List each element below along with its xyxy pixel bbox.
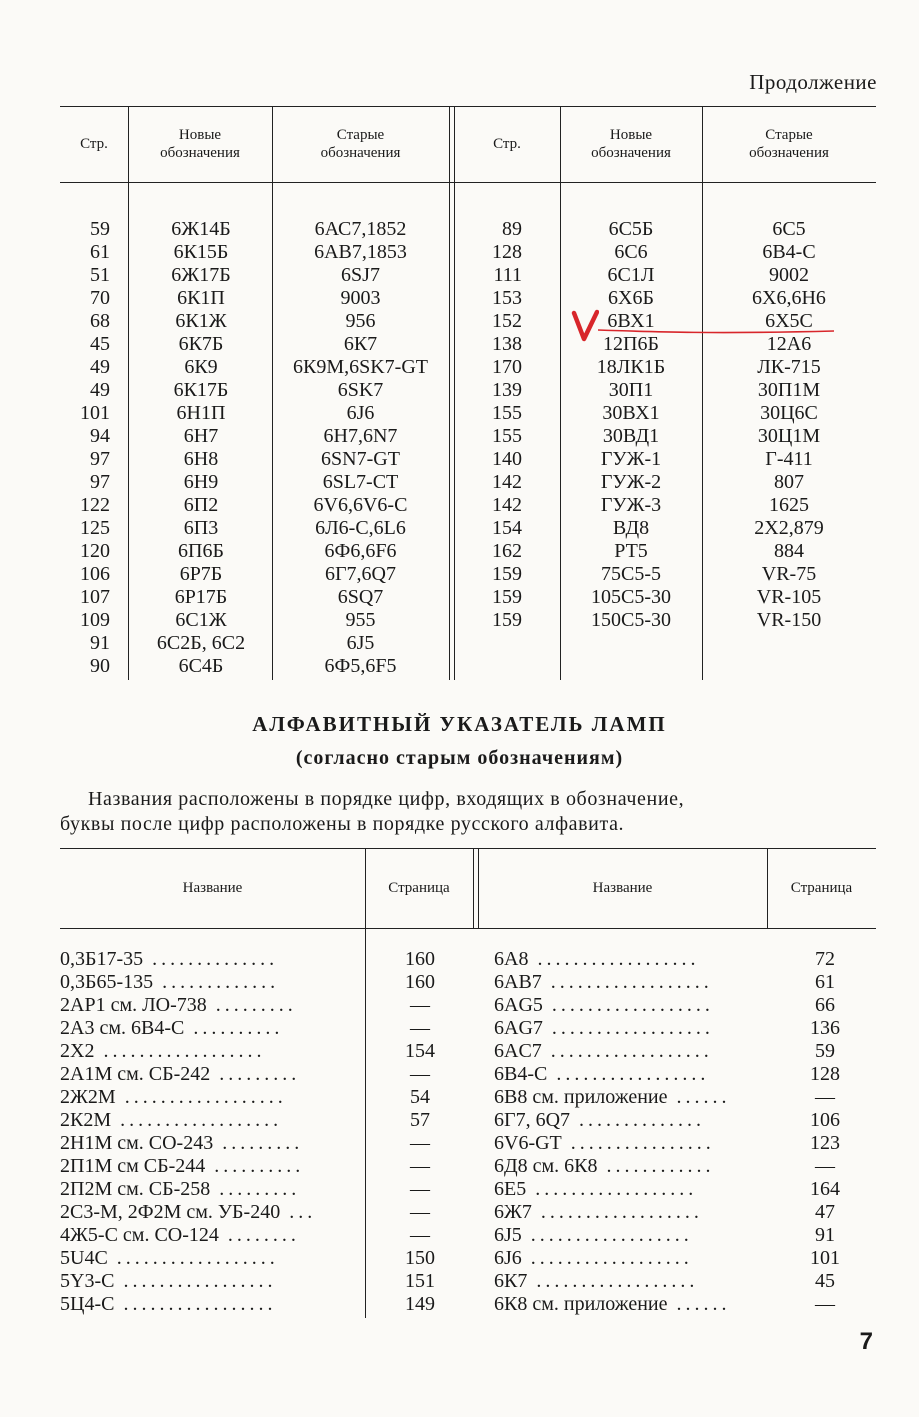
leader-dots: ...: [280, 1201, 317, 1223]
table-cell: 106: [810, 1109, 840, 1131]
table-cell: 6С6: [614, 241, 648, 263]
table-cell: 140: [492, 448, 522, 470]
table-cell: 150: [405, 1247, 435, 1269]
leader-dots: ..................: [526, 1178, 698, 1200]
table-cell: 61: [815, 971, 835, 993]
table-cell: 6Ж7 ..................: [494, 1201, 703, 1223]
table-cell: РТ5: [614, 540, 648, 562]
leader-dots: ..................: [541, 971, 713, 993]
table-cell: 0,3Б65-135 .............: [60, 971, 280, 993]
table-cell: 6Н9: [183, 471, 219, 493]
table-cell: 91: [90, 632, 110, 654]
table-cell: —: [815, 1086, 835, 1108]
table-cell: 956: [345, 310, 376, 332]
leader-dots: ..................: [115, 1086, 287, 1108]
leader-dots: ..............: [143, 948, 279, 970]
table-cell: —: [815, 1155, 835, 1177]
left-name-column: [60, 948, 360, 1316]
table-cell: 94: [90, 425, 110, 447]
table-cell: 6К1П: [177, 287, 225, 309]
table-cell: —: [410, 1063, 430, 1085]
table-cell: 884: [774, 540, 804, 562]
table-cell: 6Ф5,6F5: [324, 655, 397, 677]
table-cell: 6SK7: [337, 379, 384, 401]
table-cell: 75С5-5: [601, 563, 661, 585]
table-cell: 6В4-С: [762, 241, 816, 263]
section-subheading: (согласно старым обозначениям): [295, 747, 624, 769]
leader-dots: .................: [114, 1270, 277, 1292]
leader-dots: ..................: [527, 1270, 699, 1292]
table-cell: 2Ж2М ..................: [60, 1086, 287, 1108]
table-cell: 150С5-30: [591, 609, 671, 631]
leader-dots: ................: [561, 1132, 715, 1154]
table-cell: 6Н7: [183, 425, 219, 447]
leader-dots: ..................: [94, 1040, 266, 1062]
leader-dots: ......: [667, 1293, 731, 1315]
table-cell: 6Л6-С,6L6: [315, 517, 406, 539]
table-cell: 142: [492, 494, 522, 516]
table-cell: 6J6 ..................: [494, 1247, 693, 1269]
table-cell: 2А3 см. 6В4-С ..........: [60, 1017, 284, 1039]
table-cell: 151: [405, 1270, 435, 1292]
table-cell: 6AG7 ..................: [494, 1017, 714, 1039]
leader-dots: ........: [218, 1224, 300, 1246]
table-cell: 9002: [769, 264, 809, 286]
table-cell: 111: [493, 264, 522, 286]
leader-dots: .................: [547, 1063, 710, 1085]
table-cell: 6К8 см. приложение ......: [494, 1293, 731, 1315]
table-cell: 6АС7,1852: [314, 218, 407, 240]
leader-dots: ..................: [542, 994, 714, 1016]
right-page-column: [454, 218, 522, 632]
table-cell: 2П1М см СБ-244 ..........: [60, 1155, 305, 1177]
table-cell: 6V6,6V6-C: [313, 494, 408, 516]
table-cell: 6Р17Б: [174, 586, 228, 608]
table-cell: 6Н1П: [176, 402, 226, 424]
leader-dots: ..................: [521, 1247, 693, 1269]
table-cell: 139: [492, 379, 522, 401]
table-cell: 153: [492, 287, 522, 309]
table-cell: 54: [410, 1086, 430, 1108]
table-cell: 6К9М,6SK7-GT: [292, 356, 428, 378]
right-new-column: [560, 218, 702, 632]
table-cell: 149: [405, 1293, 435, 1315]
continuation-label: Продолжение: [749, 70, 877, 94]
table-cell: 164: [810, 1178, 840, 1200]
table-cell: 89: [502, 218, 522, 240]
table-cell: 30ВД1: [602, 425, 660, 447]
table-cell: ГУЖ-3: [600, 494, 662, 516]
table-cell: 6V6-GT ................: [494, 1132, 715, 1154]
table-cell: 45: [90, 333, 110, 355]
table-cell: 152: [492, 310, 522, 332]
table-cell: 6П6Б: [178, 540, 224, 562]
table-cell: 6SQ7: [337, 586, 384, 608]
table-cell: —: [410, 1201, 430, 1223]
table-cell: 6АВ7,1853: [314, 241, 407, 263]
table-cell: 0,3Б17-35 ..............: [60, 948, 279, 970]
table-cell: —: [410, 1155, 430, 1177]
header-old: Старые обозначения: [320, 127, 401, 161]
header-new-right: Новые обозначения: [591, 127, 671, 161]
table-cell: 59: [90, 218, 110, 240]
table-cell: 6Г7, 6Q7 ..............: [494, 1109, 706, 1131]
table-cell: 162: [492, 540, 522, 562]
table-cell: 2Х2,879: [754, 517, 824, 539]
table-cell: 12А6: [766, 333, 812, 355]
table-cell: 66: [815, 994, 835, 1016]
leader-dots: ..................: [111, 1109, 283, 1131]
table-cell: 2АР1 см. ЛО-738 .........: [60, 994, 297, 1016]
table-cell: ГУЖ-2: [600, 471, 662, 493]
table-cell: 6А8 ..................: [494, 948, 700, 970]
table-cell: —: [410, 1178, 430, 1200]
table-cell: VR-150: [756, 609, 822, 631]
table-cell: 6Ф6,6F6: [324, 540, 397, 562]
table-cell: 159: [492, 609, 522, 631]
leader-dots: ..................: [528, 948, 700, 970]
left-page-column: [60, 218, 110, 678]
leader-dots: ............: [597, 1155, 715, 1177]
table-cell: 90: [90, 655, 110, 677]
table-cell: 6J5 ..................: [494, 1224, 693, 1246]
table-cell: 2П2М см. СБ-258 .........: [60, 1178, 301, 1200]
header-new: Новые обозначения: [160, 127, 240, 161]
header-page: Стр.: [80, 136, 108, 152]
leader-dots: ..................: [531, 1201, 703, 1223]
table-cell: 2Н1М см. СО-243 .........: [60, 1132, 304, 1154]
table-cell: 6С1Ж: [175, 609, 227, 631]
red-underline-icon: [596, 326, 836, 338]
table-cell: —: [410, 1017, 430, 1039]
table-cell: 6К7 ..................: [494, 1270, 699, 1292]
leader-dots: ..................: [107, 1247, 279, 1269]
red-checkmark-icon: [571, 309, 599, 343]
leader-dots: ..................: [541, 1040, 713, 1062]
table-cell: 123: [810, 1132, 840, 1154]
table-cell: 30П1М: [757, 379, 821, 401]
table-cell: 122: [80, 494, 110, 516]
table-cell: 97: [90, 448, 110, 470]
right-name-column: [494, 948, 764, 1316]
table-cell: 2Х2 ..................: [60, 1040, 266, 1062]
leader-dots: .............: [153, 971, 280, 993]
table-cell: 5U4C ..................: [60, 1247, 279, 1269]
leader-dots: .........: [206, 994, 297, 1016]
header-page-right: Стр.: [493, 136, 521, 152]
table-cell: 30Ц6С: [760, 402, 818, 424]
table-cell: 6С5Б: [608, 218, 654, 240]
intro-paragraph: Названия расположены в порядке цифр, входящих в обозначение, буквы после цифр расположены в порядке русского алфавита.: [60, 788, 685, 835]
table-cell: 128: [492, 241, 522, 263]
table-cell: 6Н7,6N7: [323, 425, 398, 447]
left-old-column: [272, 218, 449, 678]
table-cell: 105С5-30: [591, 586, 671, 608]
table-cell: 6К17Б: [173, 379, 229, 401]
table-cell: 12П6Б: [603, 333, 659, 355]
leader-dots: .........: [210, 1178, 301, 1200]
left-page-column: [380, 948, 460, 1316]
table-cell: 45: [815, 1270, 835, 1292]
header-page: Страница: [388, 879, 450, 896]
table-cell: 70: [90, 287, 110, 309]
table-cell: 6Х5С: [765, 310, 813, 332]
table-cell: 5Ц4-С .................: [60, 1293, 277, 1315]
table-cell: 155: [492, 402, 522, 424]
table-cell: 6Д8 см. 6К8 ............: [494, 1155, 715, 1177]
table-cell: 159: [492, 563, 522, 585]
table-cell: 6АВ7 ..................: [494, 971, 713, 993]
table-cell: 6Н8: [183, 448, 219, 470]
table-cell: 18ЛК1Б: [596, 356, 666, 378]
table-cell: 5Y3-C .................: [60, 1270, 277, 1292]
table-cell: 6Ж17Б: [171, 264, 231, 286]
leader-dots: ..................: [542, 1017, 714, 1039]
table-cell: ГУЖ-1: [600, 448, 662, 470]
table-cell: 91: [815, 1224, 835, 1246]
table-cell: 6С2Б, 6С2: [156, 632, 246, 654]
table-cell: 6Х6,6Н6: [752, 287, 826, 309]
header-page-right: Страница: [790, 879, 853, 896]
table-cell: 6Х6Б: [608, 287, 654, 309]
table-cell: 6П3: [183, 517, 219, 539]
table-cell: 9003: [340, 287, 381, 309]
table-cell: ВД8: [612, 517, 650, 539]
table-cell: 1625: [769, 494, 809, 516]
table-cell: 138: [492, 333, 522, 355]
table-cell: 57: [410, 1109, 430, 1131]
table-cell: 61: [90, 241, 110, 263]
table-cell: 4Ж5-С см. СО-124 ........: [60, 1224, 300, 1246]
table-cell: 160: [405, 948, 435, 970]
table-cell: 30ВХ1: [602, 402, 660, 424]
table-cell: 6В4-С .................: [494, 1063, 710, 1085]
table-cell: —: [410, 1224, 430, 1246]
section-heading: АЛФАВИТНЫЙ УКАЗАТЕЛЬ ЛАМП: [252, 712, 667, 736]
table-cell: 6SN7-GT: [321, 448, 400, 470]
table-cell: 6J6: [346, 402, 375, 424]
table-cell: 47: [815, 1201, 835, 1223]
table-cell: 154: [405, 1040, 435, 1062]
leader-dots: .........: [210, 1063, 301, 1085]
table-cell: 30П1: [608, 379, 654, 401]
leader-dots: ..........: [184, 1017, 284, 1039]
table-cell: 109: [80, 609, 110, 631]
table-cell: 6К1Ж: [175, 310, 227, 332]
table-cell: 101: [80, 402, 110, 424]
table-cell: Г-411: [765, 448, 813, 470]
table-cell: 807: [774, 471, 804, 493]
table-cell: 120: [80, 540, 110, 562]
table-cell: 106: [80, 563, 110, 585]
table-cell: 59: [815, 1040, 835, 1062]
right-old-column: [702, 218, 876, 632]
table-cell: 6ВХ1: [607, 310, 655, 332]
table-cell: 6Ж14Б: [171, 218, 231, 240]
table-cell: 128: [810, 1063, 840, 1085]
table-cell: 6SJ7: [341, 264, 380, 286]
table-cell: 6С4Б: [178, 655, 224, 677]
table-cell: 6С5: [772, 218, 806, 240]
table-cell: 159: [492, 586, 522, 608]
table-cell: 6AG5 ..................: [494, 994, 714, 1016]
table-cell: 6Г7,6Q7: [324, 563, 396, 585]
table-cell: 142: [492, 471, 522, 493]
table-cell: 136: [810, 1017, 840, 1039]
left-new-column: [130, 218, 272, 678]
page-number: 7: [859, 1328, 873, 1355]
table-cell: 6AC7 ..................: [494, 1040, 713, 1062]
leader-dots: ..................: [521, 1224, 693, 1246]
table-cell: 125: [80, 517, 110, 539]
header-old-right: Старые обозначения: [749, 127, 829, 161]
table-cell: 2С3-М, 2Ф2М см. УБ-240 ...: [60, 1201, 317, 1223]
header-name: Название: [182, 879, 243, 896]
table-cell: 2К2М ..................: [60, 1109, 283, 1131]
leader-dots: .................: [114, 1293, 277, 1315]
table-cell: 72: [815, 948, 835, 970]
table-cell: 6В8 см. приложение ......: [494, 1086, 731, 1108]
table-cell: 30Ц1М: [757, 425, 821, 447]
table-cell: 6К7Б: [178, 333, 224, 355]
table-cell: VR-75: [761, 563, 817, 585]
table-cell: 101: [810, 1247, 840, 1269]
table-cell: 107: [80, 586, 110, 608]
leader-dots: ..........: [205, 1155, 305, 1177]
table-cell: 6К9: [184, 356, 218, 378]
table-cell: 154: [492, 517, 522, 539]
table-cell: —: [815, 1293, 835, 1315]
table-cell: 68: [90, 310, 110, 332]
table-cell: 160: [405, 971, 435, 993]
table-cell: 155: [492, 425, 522, 447]
leader-dots: .........: [213, 1132, 304, 1154]
table-cell: —: [410, 994, 430, 1016]
table-cell: ЛК-715: [757, 356, 821, 378]
table-cell: VR-105: [756, 586, 822, 608]
table-cell: 6К7: [343, 333, 378, 355]
header-name-right: Название: [592, 879, 653, 896]
table-cell: 2А1М см. СБ-242 .........: [60, 1063, 301, 1085]
table-cell: 6К15Б: [173, 241, 229, 263]
leader-dots: ..............: [570, 1109, 706, 1131]
right-page-column: [780, 948, 870, 1316]
table-cell: —: [410, 1132, 430, 1154]
table-cell: 51: [90, 264, 110, 286]
table-cell: 6Е5 ..................: [494, 1178, 698, 1200]
table-cell: 955: [345, 609, 376, 631]
table-cell: 49: [90, 356, 110, 378]
table-cell: 170: [492, 356, 522, 378]
table-cell: 6Р7Б: [179, 563, 223, 585]
table-cell: 97: [90, 471, 110, 493]
leader-dots: ......: [667, 1086, 731, 1108]
table-cell: 6П2: [183, 494, 219, 516]
table-cell: 6J5: [346, 632, 375, 654]
table-cell: 49: [90, 379, 110, 401]
table-cell: 6SL7-CT: [322, 471, 399, 493]
table-cell: 6С1Л: [607, 264, 655, 286]
